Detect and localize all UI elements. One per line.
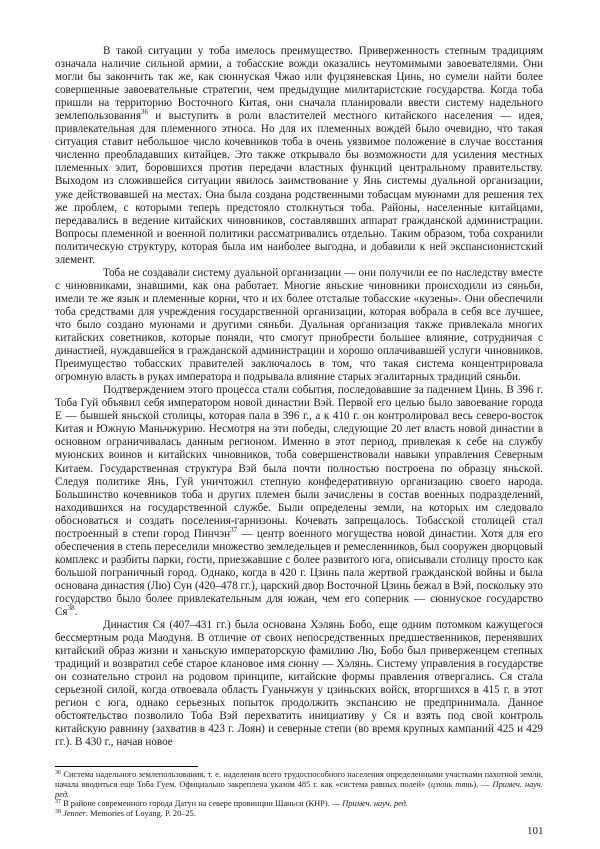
- footnote-author: Jenner: [63, 809, 86, 819]
- footnote-separator: [55, 766, 198, 767]
- editor-note: Примеч. науч. ред.: [342, 799, 408, 809]
- editor-note: Примеч. науч. ред.: [55, 779, 543, 799]
- footnote-ref[interactable]: 37: [230, 525, 238, 534]
- paragraph-text: Династия Ся (407–431 гг.) была основана Хэлянь Бобо, еще одним потомком кажущегося бессмертным рода Маодуня. В отличие от своих непосредственных предшественников, перенявших китайский образ жизни и ханьскую императорскую фамилию Лю, Бобо был приверженцем степных традиций и возвратил себе старое клановое имя сюнну — Хэлянь. Систему управления в государстве он сознательно строил на родовом принципе, китайские формы правления отвергались. Ся стала серьезной силой, когда отвоевала область Гуаньчжун у цзиньских войск, вторгшихся в 415 г. в этот регион с юга, однако серьезных попыток продолжить экспансию не предпринимала. Данное обстоятельство позволило Тоба Вэй перехватить инициативу у Ся и взять под свой контроль китайскую равнину (захватив в 423 г. Лоян) и северные степи (во время крупных кампаний 425 и 429 гг.). В 430 г., начав новое: [55, 619, 543, 749]
- paragraph-text: В такой ситуации у тоба имелось преимущество. Приверженность степным традициям означала наличие сильной армии, а тобасские вожди оказались неутомимыми завоевателями. Они могли бы закончить так же, как сюннуская Чжао или фуцзяневская Цинь, но сумели найти более совершенные завоевательные стратегии, чем предыдущие милитаристские государства. Когда тоба пришли на территорию Восточного Китая, они сначала планировали ввести систему надельного землепользования: [55, 45, 543, 123]
- footnote-ref[interactable]: 38: [67, 604, 75, 613]
- main-text: [55, 45, 543, 750]
- footnote-number: 37: [55, 799, 61, 806]
- footnote: [55, 770, 543, 799]
- footnote-text: ). —: [473, 779, 493, 789]
- footnote-number: 38: [55, 809, 61, 816]
- footnotes: [55, 770, 543, 819]
- page-number: 101: [527, 825, 544, 837]
- paragraph-text: .: [74, 606, 78, 619]
- paragraph: [55, 619, 543, 749]
- footnote: [55, 799, 543, 809]
- footnote-text: . Memories of Loyang. P. 20–25.: [85, 809, 196, 819]
- footnote-italic: цзюнь тянь: [430, 779, 474, 789]
- footnote-ref[interactable]: 36: [140, 108, 148, 117]
- paragraph: [55, 267, 543, 384]
- footnote: [55, 809, 543, 819]
- paragraph-text: и выступить в роли властителей местного китайского населения — идея, привлекательная для племенного этноса. Но для их племенных вождей было очевидно, что такая ситуация ставит небольшое число кочевников тоба в очень уязвимое положение в случае восстания численно преобладавших китайцев. Это также открывало бы возможности для усиления местных племенных элит, боровшихся против передачи властных функций центральному правительству. Выходом из сложившейся ситуации явилось заимствование у Янь системы дуальной организации, уже действовавшей на местах. Она была создана родственными тобасцам муюнами для решения тех же проблем, с которыми теперь предстояло столкнуться тоба. Районы, населенные китайцами, передавались в ведение китайских чиновников, составлявших аппарат гражданской администрации. Вопросы племенной и военной политики рассматривались отдельно. Таким образом, тоба сохранили политическую структуру, которая была им наиболее выгодна, и добавили к ней экспансионистский элемент.: [55, 110, 543, 266]
- footnote-number: 36: [55, 770, 61, 776]
- footnote-text: В районе современного города Датун на севере провинции Шаньси (КНР). —: [63, 799, 343, 809]
- footnote-text: Система надельного землепользования, т. е. наделения всего трудоспособного населения определенными участками пахотной земли, начала вводиться еще Тоба Гуем. Официально закреплена указом 485 г. как «система равных полей» (: [55, 770, 544, 789]
- paragraph: [55, 45, 543, 267]
- paragraph-text: — центр военного могущества новой династии. Хотя для его обеспечения в степь переселили множество земледельцев и ремесленников, был сооружен дворцовый комплекс и разбиты парки, гости, приезжавшие с более развитого юга, описывали столицу просто как большой пограничный город. Однако, когда в 420 г. Цзинь пала жертвой гражданской войны и была основана династия (Лю) Сун (420–478 гг.), царский двор Восточной Цзинь бежал в Вэй, поскольку это государство было более привлекательным для южан, чем его соперник — сюннуское государство Ся: [55, 527, 544, 619]
- paragraph: [55, 384, 543, 619]
- paragraph-text: Тоба не создавали систему дуальной организации — они получили ее по наследству вместе с чиновниками, знавшими, как она работает. Многие яньские чиновники происходили из сяньби, имели те же язык и племенные корни, что и их более отсталые тобасские «кузены». Они обеспечили тоба средствами для учреждения государственной организации, которая вобрала в себя все лучшее, что было создано муюнами и другими сяньби. Дуальная организация также привлекала многих китайских советников, которые поняли, что смогут приобрести большее влияние, сотрудничая с династией, нуждавшейся в гражданской администрации и хорошо оплачивавшей услуги чиновников. Преимущество тобасских правителей заключалось в том, что такая система концентрировала огромную власть в руках императора и подрывала влияние старых эгалитарных традиций сяньби.: [55, 266, 543, 384]
- paragraph-text: Подтверждением этого процесса стали события, последовавшие за падением Цинь. В 396 г. Тоба Гуй объявил себя императором новой династии Вэй. Первой его целью было завоевание города Е — бывшей яньской столицы, которая пала в 396 г., а к 410 г. он контролировал весь северо-восток Китая и Южную Маньчжурию. Несмотря на эти победы, следующие 20 лет власть новой династии в основном ограничивалась данным регионом. Именно в этот период, привлекая к себе на службу муюнских воинов и китайских чиновников, тоба совершенствовали навыки управления Северным Китаем. Государственная структура Вэй была почти полностью построена по образцу яньской. Следуя политике Янь, Гуй уничтожил степную конфедеративную организацию своего народа. Большинство кочевников тоба и других племен были зачислены в состав военных подразделений, находившихся на государственной службе. Были определены земли, на которых им следовало обосноваться и создать поселения-гарнизоны. Кочевать запрещалось. Тобасской столицей стал построенный в степи город Пинчэн: [55, 384, 543, 540]
